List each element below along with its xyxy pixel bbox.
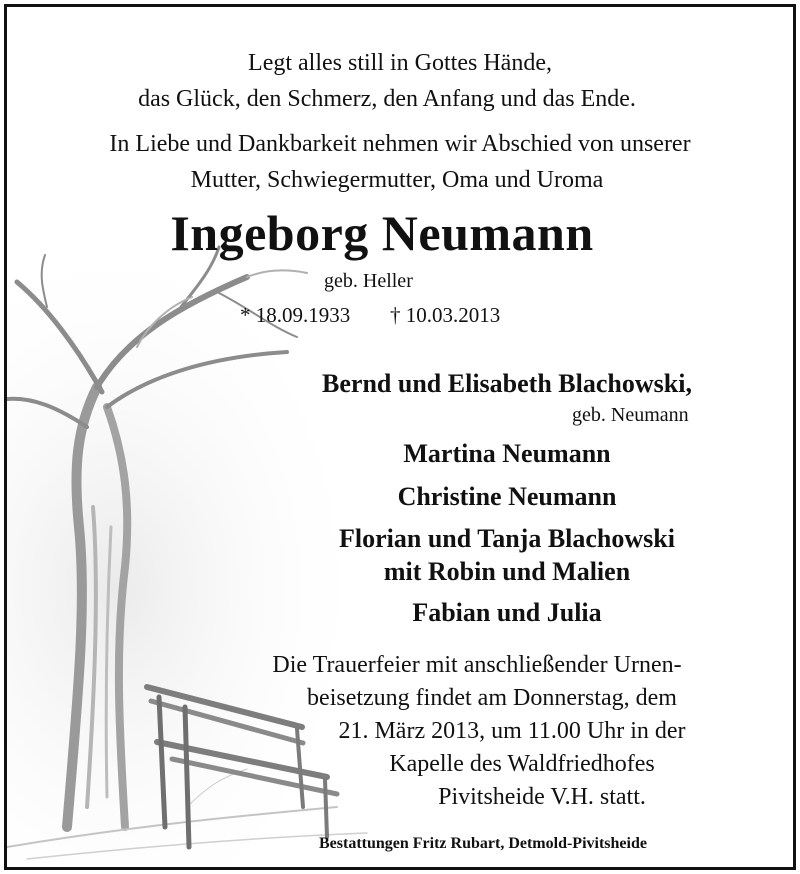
birth-date: * 18.09.1933	[240, 303, 351, 327]
deceased-name: Ingeborg Neumann	[170, 205, 594, 261]
ceremony-line-5: Pivitsheide V.H. statt.	[438, 784, 646, 810]
maiden-name: geb. Heller	[324, 270, 413, 292]
death-date: † 10.03.2013	[390, 303, 501, 327]
mourner-line-6: Fabian und Julia	[412, 598, 602, 627]
ceremony-line-1: Die Trauerfeier mit anschließender Urnen-	[272, 652, 682, 678]
funeral-home: Bestattungen Fritz Rubart, Detmold-Pivitsheide	[319, 835, 647, 852]
intro-line-2: Mutter, Schwiegermutter, Oma und Uroma	[190, 167, 604, 193]
mourner-line-1: Bernd und Elisabeth Blachowski,	[322, 369, 692, 398]
obituary-frame	[4, 4, 796, 870]
mourner-line-5: mit Robin und Malien	[383, 557, 631, 586]
ceremony-line-3: 21. März 2013, um 11.00 Uhr in der	[338, 718, 686, 744]
mourner-line-1-note: geb. Neumann	[572, 404, 689, 426]
intro-line-1: In Liebe und Dankbarkeit nehmen wir Abschied von unserer	[109, 131, 691, 157]
mourner-line-2: Martina Neumann	[403, 439, 611, 468]
ceremony-line-4: Kapelle des Waldfriedhofes	[389, 751, 655, 777]
verse-line-1: Legt alles still in Gottes Hände,	[248, 50, 552, 76]
ceremony-line-2: beisetzung findet am Donnerstag, dem	[307, 685, 677, 711]
mourner-line-3: Christine Neumann	[397, 482, 617, 511]
verse-line-2: das Glück, den Schmerz, den Anfang und das Ende.	[138, 86, 636, 112]
mourner-line-4: Florian und Tanja Blachowski	[339, 524, 675, 553]
